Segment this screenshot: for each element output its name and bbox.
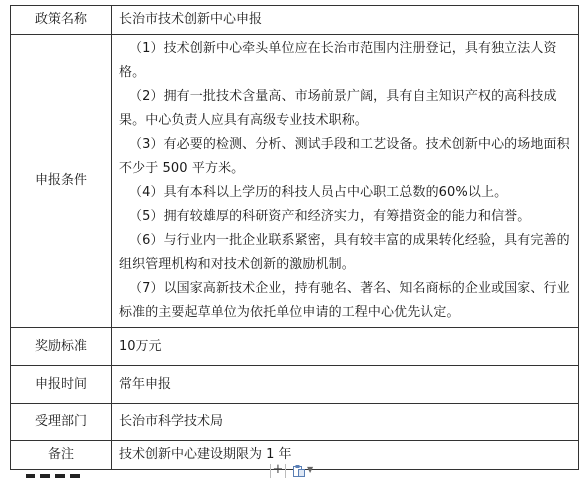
- table-row-time: [11, 366, 579, 404]
- row-label: 备注: [11, 441, 112, 470]
- paste-options-icon: [292, 464, 306, 478]
- condition-item: （3）有必要的检测、分析、测试手段和工艺设备。技术创新中心的场地面积不少于 500 平方米。: [119, 137, 570, 176]
- row-value: 技术创新中心建设期限为 1 年: [112, 441, 579, 470]
- row-label: 政策名称: [11, 6, 112, 35]
- row-value: 常年申报: [112, 366, 579, 404]
- table-row-conditions: [11, 35, 579, 328]
- table-row-reward: [11, 328, 579, 366]
- row-label: 申报时间: [11, 366, 112, 404]
- row-value: 10万元: [112, 328, 579, 366]
- row-label: 受理部门: [11, 404, 112, 441]
- table-row-policy-name: [11, 6, 579, 35]
- condition-item: （1）技术创新中心牵头单位应在长治市范围内注册登记，具有独立法人资格。: [119, 41, 557, 80]
- table-row-department: [11, 404, 579, 441]
- condition-item: （4）具有本科以上学历的科技人员占中心职工总数的60%以上。: [129, 185, 508, 200]
- row-label: 申报条件: [11, 35, 112, 328]
- table-insert-toolbar: [270, 464, 313, 478]
- condition-item: （7）以国家高新技术企业，持有驰名、著名、知名商标的企业或国家、行业标准的主要起草单位为依托单位申请的工程中心优先认定。: [119, 281, 570, 320]
- condition-item: （2）拥有一批技术含量高、市场前景广阔，具有自主知识产权的高科技成果。中心负责人应具有高级专业技术职称。: [119, 89, 557, 128]
- paste-options-button[interactable]: [292, 464, 313, 478]
- row-value: 长治市技术创新中心申报: [112, 6, 579, 35]
- condition-item: （5）拥有较雄厚的科研资产和经济实力，有筹措资金的能力和信誉。: [129, 209, 531, 224]
- row-value: 长治市科学技术局: [112, 404, 579, 441]
- row-label: 奖励标准: [11, 328, 112, 366]
- add-row-button[interactable]: +: [270, 464, 286, 478]
- policy-table: [10, 5, 579, 470]
- cut-off-text-fragment: [26, 472, 86, 478]
- chevron-down-icon: ▼: [307, 465, 314, 474]
- condition-item: （6）与行业内一批企业联系紧密，具有较丰富的成果转化经验，具有完善的组织管理机构和对技术创新的激励机制。: [119, 233, 570, 272]
- conditions-list: [119, 35, 574, 327]
- conditions-cell: [112, 35, 579, 328]
